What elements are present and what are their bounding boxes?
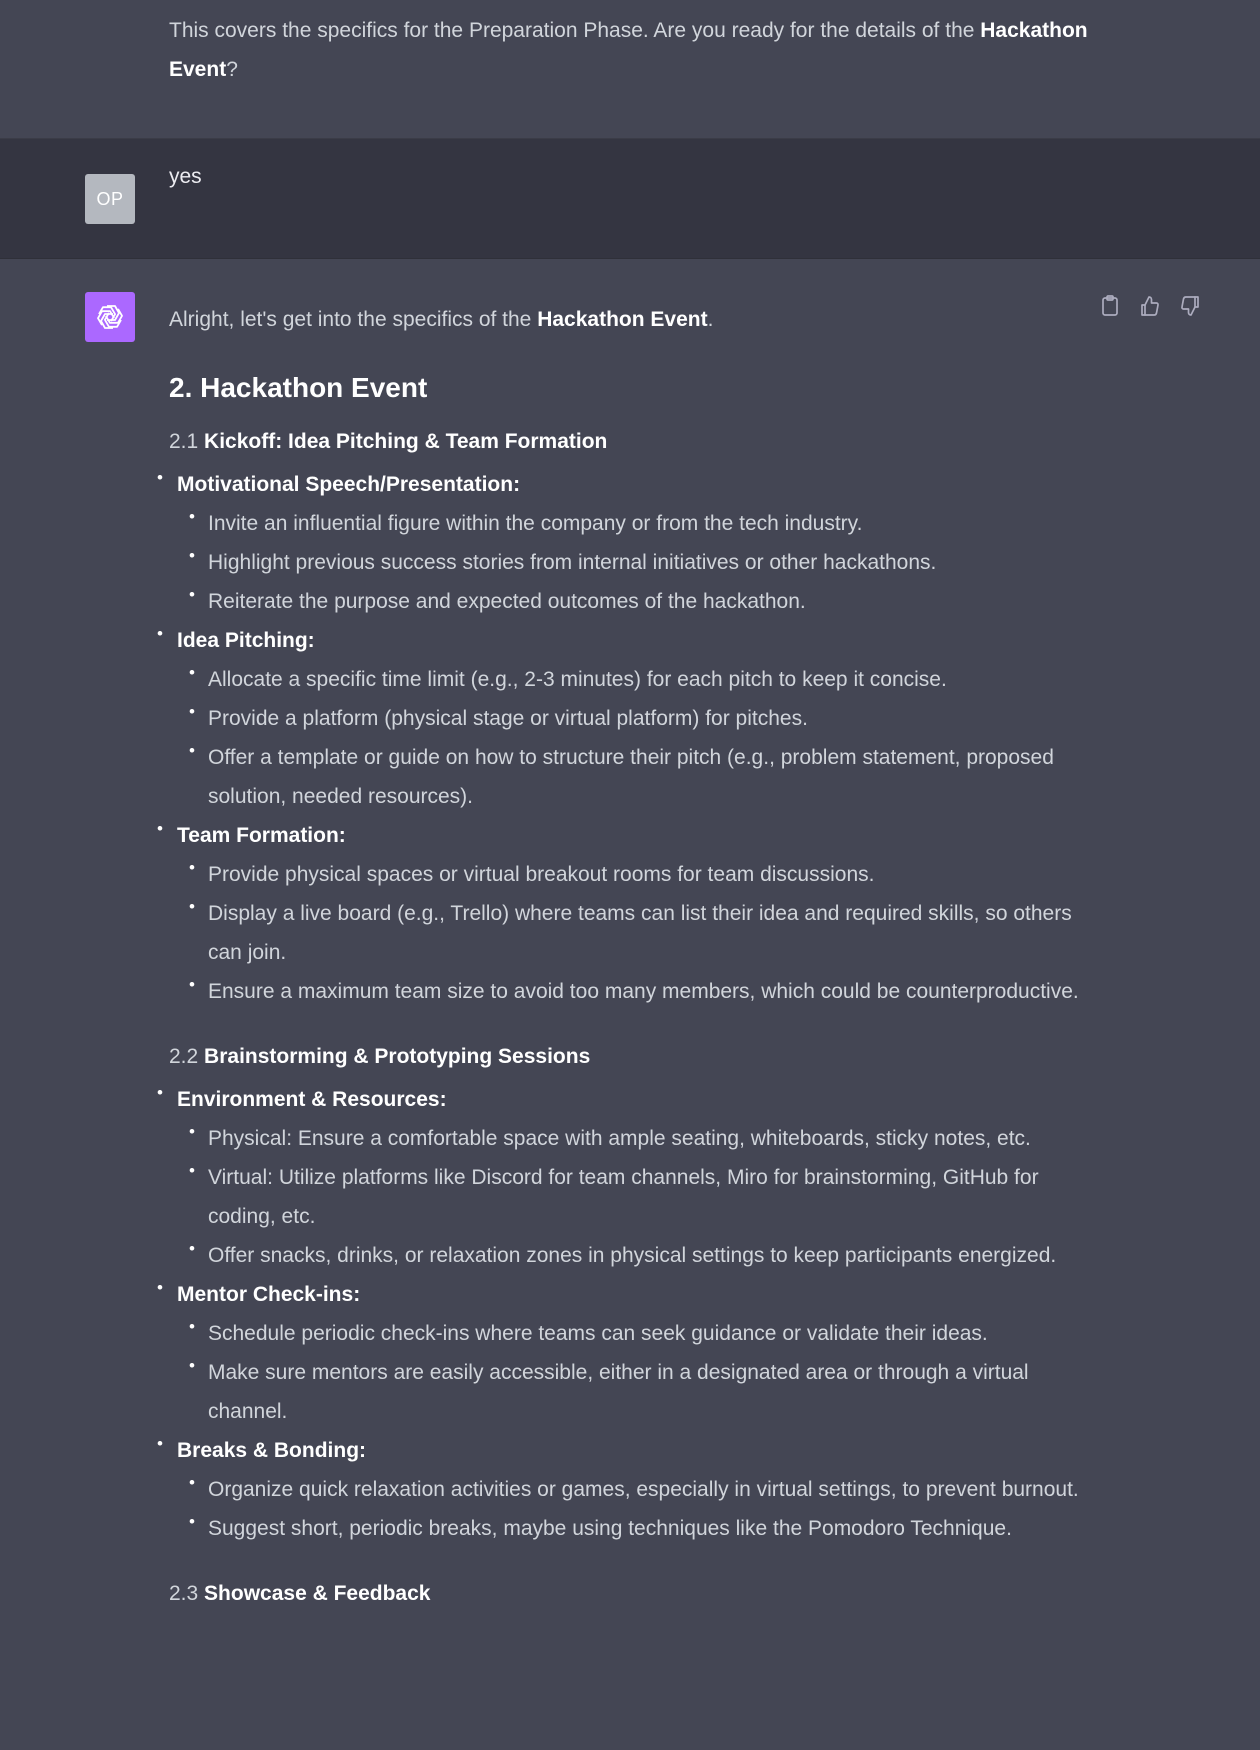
bullet-list xyxy=(169,1080,1090,1548)
section-heading: 2. Hackathon Event xyxy=(169,372,428,403)
thumbs-down-icon xyxy=(1180,294,1200,318)
list-item: • Make sure mentors are easily accessible, either in a designated area or through a virtual channel. xyxy=(208,1353,1090,1431)
subsection-title-2-3: 2.3 Showcase & Feedback xyxy=(169,1582,431,1605)
subsection-title-2-1: 2.1 Kickoff: Idea Pitching & Team Formation xyxy=(169,430,608,453)
list-item: • Ensure a maximum team size to avoid too many members, which could be counterproductive. xyxy=(208,972,1090,1011)
list-item: • Suggest short, periodic breaks, maybe using techniques like the Pomodoro Technique. xyxy=(208,1509,1090,1548)
list-item: • Provide physical spaces or virtual breakout rooms for team discussions. xyxy=(208,855,1090,894)
user-message-text: yes xyxy=(169,165,202,188)
subsection-title-2-2: 2.2 Brainstorming & Prototyping Sessions xyxy=(169,1045,591,1068)
thumbs-down-button[interactable] xyxy=(1180,294,1200,318)
list-item: • Motivational Speech/Presentation: • Invite an influential figure within the company or from the tech industry. • Highlight previous success stories from internal initiatives or other hackathons. • Reiterate the purpose and expected outcomes of the hackathon. xyxy=(169,465,1090,621)
bullet-list xyxy=(169,465,1090,1011)
clipboard-icon xyxy=(1100,294,1120,318)
message-actions xyxy=(1100,294,1200,318)
list-item: • Virtual: Utilize platforms like Discord for team channels, Miro for brainstorming, GitHub for coding, etc. xyxy=(208,1158,1090,1236)
thumbs-up-button[interactable] xyxy=(1140,294,1160,318)
openai-logo-icon xyxy=(95,302,125,332)
assistant-message xyxy=(0,259,1260,1750)
list-item: • Mentor Check-ins: • Schedule periodic check-ins where teams can seek guidance or validate their ideas. • Make sure mentors are easily accessible, either in a designated area or through a virtual channel. xyxy=(169,1275,1090,1431)
copy-button[interactable] xyxy=(1100,294,1120,318)
list-item: • Display a live board (e.g., Trello) where teams can list their idea and required skills, so others can join. xyxy=(208,894,1090,972)
assistant-avatar xyxy=(85,292,135,342)
list-item: • Invite an influential figure within the company or from the tech industry. xyxy=(208,504,1090,543)
thumbs-up-icon xyxy=(1140,294,1160,318)
list-item: • Highlight previous success stories from internal initiatives or other hackathons. xyxy=(208,543,1090,582)
list-item: • Allocate a specific time limit (e.g., 2-3 minutes) for each pitch to keep it concise. xyxy=(208,660,1090,699)
list-item: • Organize quick relaxation activities or games, especially in virtual settings, to prevent burnout. xyxy=(208,1470,1090,1509)
assistant-message-body xyxy=(169,300,1090,1617)
list-item: • Reiterate the purpose and expected outcomes of the hackathon. xyxy=(208,582,1090,621)
list-item: • Provide a platform (physical stage or virtual platform) for pitches. xyxy=(208,699,1090,738)
list-item: • Breaks & Bonding: • Organize quick relaxation activities or games, especially in virtual settings, to prevent burnout. • Suggest short, periodic breaks, maybe using techniques like the Pomodoro Technique. xyxy=(169,1431,1090,1548)
assistant-intro: Alright, let's get into the specifics of the Hackathon Event. xyxy=(169,308,714,331)
list-item: • Offer snacks, drinks, or relaxation zones in physical settings to keep participants energized. xyxy=(208,1236,1090,1275)
list-item: • Offer a template or guide on how to structure their pitch (e.g., problem statement, proposed solution, needed resources). xyxy=(208,738,1090,816)
previous-message-text: This covers the specifics for the Preparation Phase. Are you ready for the details of the Hackathon Event? xyxy=(169,19,1088,81)
previous-message-bold: Hackathon Event xyxy=(169,19,1088,81)
list-item: • Idea Pitching: • Allocate a specific time limit (e.g., 2-3 minutes) for each pitch to keep it concise. • Provide a platform (physical stage or virtual platform) for pitches. • Offer a template or guide on how to structure their pitch (e.g., problem statement, proposed solution, needed resources). xyxy=(169,621,1090,816)
list-item: • Environment & Resources: • Physical: Ensure a comfortable space with ample seating, whiteboards, sticky notes, etc. • Virtual: Utilize platforms like Discord for team channels, Miro for brainstorming, GitHub for coding, etc. • Offer snacks, drinks, or relaxation zones in physical settings to keep participants energized. xyxy=(169,1080,1090,1275)
user-message xyxy=(0,139,1260,259)
previous-assistant-message xyxy=(0,0,1260,139)
list-item: • Physical: Ensure a comfortable space with ample seating, whiteboards, sticky notes, etc. xyxy=(208,1119,1090,1158)
user-avatar: OP xyxy=(85,174,135,224)
list-item: • Schedule periodic check-ins where teams can seek guidance or validate their ideas. xyxy=(208,1314,1090,1353)
list-item: • Team Formation: • Provide physical spaces or virtual breakout rooms for team discussions. • Display a live board (e.g., Trello) where teams can list their idea and required skills, so others can join. • Ensure a maximum team size to avoid too many members, which could be counterproductive. xyxy=(169,816,1090,1011)
